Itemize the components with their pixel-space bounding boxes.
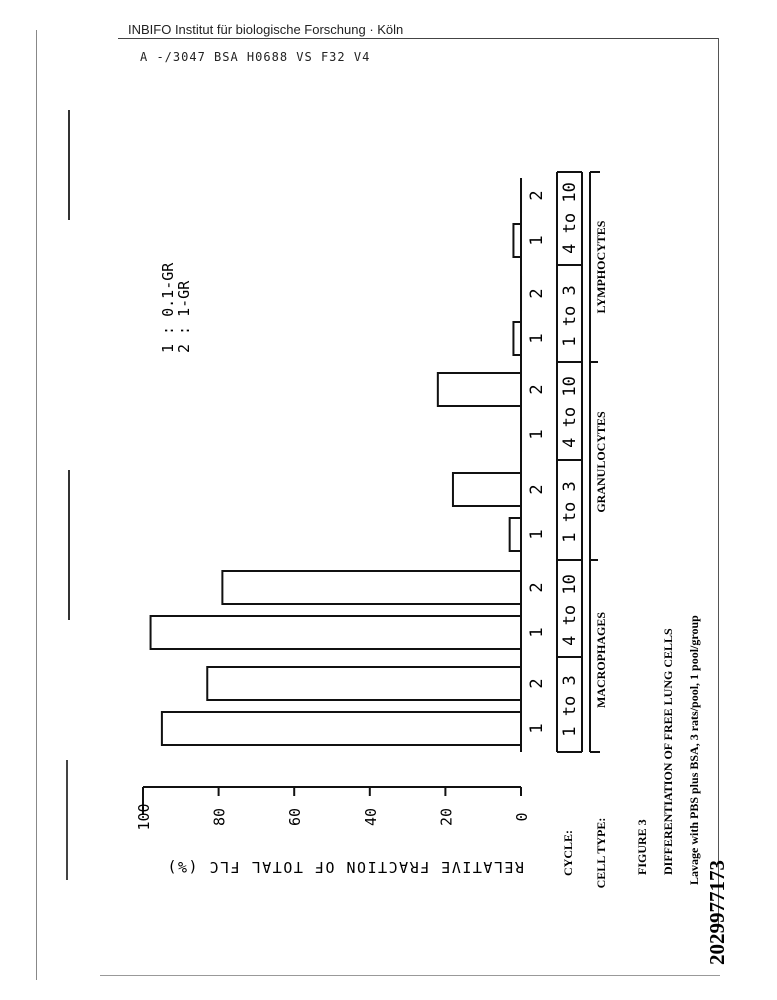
bar-1-cycle-6: [513, 224, 521, 257]
bar-2-cycle-4: [438, 373, 521, 406]
bar-2-cycle-1: [207, 667, 521, 700]
cell-type-row-label: CELL TYPE:: [594, 817, 608, 889]
y-tick-label: 60: [286, 807, 305, 827]
y-tick-label: 0: [513, 812, 531, 822]
bar-label: 1: [527, 723, 547, 734]
cycle-row-label: CYCLE:: [561, 829, 575, 877]
figure-number: FIGURE 3: [635, 819, 649, 875]
y-tick-label: 20: [437, 807, 456, 827]
figure-title: DIFFERENTIATION OF FREE LUNG CELLS: [661, 628, 675, 875]
cycle-label: 1 to 3: [560, 675, 580, 737]
cycle-label: 1 to 3: [560, 481, 580, 543]
y-tick-label: 100: [135, 803, 153, 831]
cycle-label: 4 to 10: [560, 182, 580, 254]
bar-label: 2: [527, 678, 547, 689]
reference-code: A -/3047 BSA H0688 VS F32 V4: [140, 50, 371, 64]
bar-label: 2: [527, 582, 547, 593]
cycle-label: 4 to 10: [560, 376, 580, 448]
bar-2-cycle-3: [453, 473, 521, 506]
figure-subtitle: Lavage with PBS plus BSA, 3 rats/pool, 1 pool/group: [687, 615, 701, 885]
bar-label: 1: [527, 529, 547, 540]
bar-label: 1: [527, 429, 547, 440]
y-axis-title: RELATIVE FRACTION OF TOTAL FLC (%): [165, 858, 525, 876]
cell-type-label: GRANULOCYTES: [594, 411, 608, 513]
cycle-label: 4 to 10: [560, 574, 580, 646]
bar-2-cycle-2: [222, 571, 521, 604]
bar-label: 1: [527, 235, 547, 246]
cell-type-label: MACROPHAGES: [594, 612, 608, 708]
bar-label: 1: [527, 627, 547, 638]
cycle-bracket: [557, 172, 582, 752]
bar-1-cycle-2: [151, 616, 521, 649]
legend-item-1: 1 : 0.1-GR: [159, 262, 177, 353]
bar-label: 1: [527, 333, 547, 344]
document-number: 2029977173: [705, 860, 729, 965]
bar-1-cycle-3: [510, 518, 521, 551]
bar-label: 2: [527, 384, 547, 395]
y-tick-label: 40: [361, 807, 380, 827]
cell-type-label: LYMPHOCYTES: [594, 220, 608, 314]
y-tick-label: 80: [210, 807, 229, 827]
institute-header: INBIFO Institut für biologische Forschung · Köln: [128, 22, 404, 37]
bar-label: 2: [527, 484, 547, 495]
bar-label: 2: [527, 190, 547, 201]
cycle-label: 1 to 3: [560, 285, 580, 347]
bar-1-cycle-5: [513, 322, 521, 355]
bar-label: 2: [527, 288, 547, 299]
legend-item-2: 2 : 1-GR: [175, 280, 193, 353]
bar-1-cycle-1: [162, 712, 521, 745]
